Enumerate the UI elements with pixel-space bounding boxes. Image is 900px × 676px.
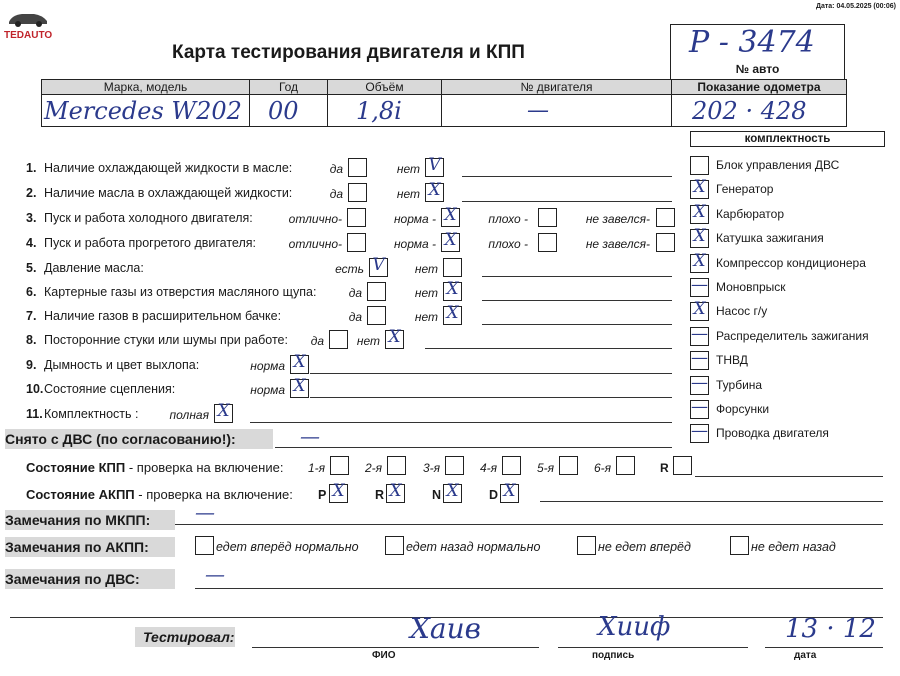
kpp-line xyxy=(695,476,883,477)
option-label: нет xyxy=(414,286,438,300)
question-number: 3. xyxy=(26,211,37,225)
checkmark: X xyxy=(446,481,459,501)
akpp-title-rest: - проверка на включение: xyxy=(134,487,293,502)
akpp-remark-label: едет назад нормально xyxy=(406,540,541,554)
question-number: 9. xyxy=(26,358,37,372)
kit-checkbox[interactable] xyxy=(690,421,709,443)
remarks-mkpp-value: — xyxy=(195,500,215,524)
akpp-remark-label: не едет вперёд xyxy=(598,540,691,554)
kpp-gear-label: 1-я xyxy=(308,461,326,475)
remarks-mkpp-label: Замечания по МКПП: xyxy=(5,510,175,530)
option-checkbox[interactable] xyxy=(347,233,366,252)
kit-checkbox[interactable] xyxy=(690,201,709,224)
option-checkbox[interactable] xyxy=(369,255,388,277)
option-label: нет xyxy=(414,262,438,276)
option-label: есть xyxy=(335,262,364,276)
kit-checkbox[interactable] xyxy=(690,323,709,346)
akpp-remark-checkbox[interactable] xyxy=(577,536,596,555)
akpp-gear-label: D xyxy=(489,488,499,502)
checkmark: X xyxy=(217,401,230,421)
checkmark: X xyxy=(293,352,306,372)
kit-checkbox[interactable] xyxy=(690,348,709,370)
answer-line xyxy=(482,276,672,277)
akpp-remark-label: едет вперёд нормально xyxy=(216,540,359,554)
option-label: норма xyxy=(250,383,285,397)
removed-label: Снято с ДВС (по согласованию!): xyxy=(5,429,273,449)
checkmark: X xyxy=(446,303,459,323)
year-value: 00 xyxy=(250,95,328,127)
akpp-gear-label: N xyxy=(432,488,442,502)
tester-signature: Хииф xyxy=(598,612,671,642)
option-checkbox[interactable] xyxy=(443,303,462,325)
fio-caption: ФИО xyxy=(372,650,396,661)
col-header-odometer: Показание одометра xyxy=(672,80,847,95)
remarks-dvs-value: — xyxy=(205,562,225,586)
checkmark: — xyxy=(691,372,708,393)
checkmark: X xyxy=(428,180,441,200)
akpp-remark-checkbox[interactable] xyxy=(385,536,404,555)
question-text: Пуск и работа холодного двигателя: xyxy=(44,211,253,225)
checkmark: X xyxy=(389,481,402,501)
question-number: 2. xyxy=(26,186,37,200)
odometer-value: 202 · 428 xyxy=(672,95,847,127)
checkmark: V xyxy=(428,155,441,175)
question-number: 5. xyxy=(26,261,37,275)
option-label: не завелся- xyxy=(585,237,650,251)
checkmark: X xyxy=(693,177,706,198)
kit-item-label: Генератор xyxy=(716,182,774,197)
akpp-remark-checkbox[interactable] xyxy=(195,536,214,555)
option-label: нет xyxy=(396,162,420,176)
volume-value: 1,8i xyxy=(328,95,442,127)
kpp-gear-label: R xyxy=(660,461,669,475)
kit-checkbox[interactable] xyxy=(690,177,709,199)
option-label: нет xyxy=(414,310,438,324)
kit-item-label: Проводка двигателя xyxy=(716,426,829,441)
remarks-dvs-label: Замечания по ДВС: xyxy=(5,569,175,589)
option-label: да xyxy=(329,187,343,201)
kit-checkbox[interactable] xyxy=(690,226,709,248)
option-label: да xyxy=(348,286,362,300)
checkmark: X xyxy=(388,327,401,347)
checkmark: X xyxy=(332,481,345,501)
akpp-line xyxy=(540,501,883,502)
tested-label: Тестировал: xyxy=(135,627,235,647)
option-checkbox[interactable] xyxy=(348,183,367,202)
option-checkbox[interactable] xyxy=(290,376,309,398)
answer-line xyxy=(462,201,672,202)
question-text: Посторонние стуки или шумы при работе: xyxy=(44,333,288,347)
kit-item-label: Компрессор кондиционера xyxy=(716,255,866,270)
col-header-engine-no: № двигателя xyxy=(442,80,672,95)
col-header-model: Марка, модель xyxy=(42,80,250,95)
kit-item-label: Блок управления ДВС xyxy=(716,158,840,172)
question-number: 7. xyxy=(26,309,37,323)
remarks-dvs-line xyxy=(195,588,883,589)
kpp-gear-label: 4-я xyxy=(480,461,498,475)
akpp-gear-label: R xyxy=(375,488,385,502)
kit-checkbox[interactable] xyxy=(690,372,709,395)
answer-line xyxy=(310,397,672,398)
col-header-year: Год xyxy=(250,80,328,95)
question-text: Дымность и цвет выхлопа: xyxy=(44,358,200,372)
sign-line xyxy=(558,647,748,648)
option-checkbox[interactable] xyxy=(441,230,460,252)
question-number: 8. xyxy=(26,333,37,347)
question-text: Давление масла: xyxy=(44,261,144,275)
kpp-gear-label: 5-я xyxy=(537,461,555,475)
option-label: отлично- xyxy=(288,237,342,251)
option-checkbox[interactable] xyxy=(290,352,309,374)
kpp-title-bold: Состояние КПП xyxy=(26,460,126,475)
option-checkbox[interactable] xyxy=(425,155,444,177)
kpp-gear-checkbox[interactable] xyxy=(387,456,406,475)
kpp-gear-checkbox[interactable] xyxy=(559,456,578,475)
page-title: Карта тестирования двигателя и КПП xyxy=(172,42,525,63)
kpp-gear-checkbox[interactable] xyxy=(673,456,692,475)
answer-line xyxy=(310,373,672,374)
kit-checkbox[interactable] xyxy=(690,250,709,273)
answer-line xyxy=(482,300,672,301)
kpp-title-rest: - проверка на включение: xyxy=(125,460,284,475)
car-logo-icon xyxy=(6,8,50,28)
option-label: плохо - xyxy=(488,212,528,226)
kpp-gear-checkbox[interactable] xyxy=(445,456,464,475)
checkmark: X xyxy=(293,376,306,396)
akpp-remark-label: не едет назад xyxy=(751,540,836,554)
akpp-gear-checkbox[interactable] xyxy=(500,481,519,503)
kpp-gear-label: 2-я xyxy=(365,461,383,475)
option-checkbox[interactable] xyxy=(443,258,462,277)
answer-line xyxy=(250,422,672,423)
option-checkbox[interactable] xyxy=(656,208,675,227)
checkmark: X xyxy=(444,205,457,225)
kit-title: комплектность xyxy=(690,131,885,147)
kit-item-label: Насос г/у xyxy=(716,304,768,319)
tester-name: Хаив xyxy=(410,612,481,645)
akpp-title-bold: Состояние АКПП xyxy=(26,487,135,502)
question-number: 4. xyxy=(26,236,37,250)
question-text: Наличие масла в охлаждающей жидкости: xyxy=(44,186,293,200)
test-date: 13 · 12 xyxy=(785,614,876,644)
question-number: 1. xyxy=(26,161,37,175)
model-value: Mercedes W202 xyxy=(42,95,250,127)
option-checkbox[interactable] xyxy=(425,180,444,202)
engine-no-value: — xyxy=(442,95,672,127)
name-line xyxy=(252,647,539,648)
akpp-gear-label: P xyxy=(318,488,327,502)
checkmark: X xyxy=(693,299,706,320)
checkmark: X xyxy=(444,230,457,250)
checkmark: — xyxy=(691,275,708,295)
kpp-gear-label: 6-я xyxy=(594,461,612,475)
kit-item-label: Катушка зажигания xyxy=(716,231,824,246)
option-checkbox[interactable] xyxy=(443,279,462,301)
checkmark: X xyxy=(693,201,706,222)
option-label: норма - xyxy=(393,237,436,251)
option-checkbox[interactable] xyxy=(441,205,460,227)
checkmark: V xyxy=(372,255,385,275)
date-caption: дата xyxy=(794,650,817,661)
kit-item-label: ТНВД xyxy=(716,353,748,368)
question-text: Пуск и работа прогретого двигателя: xyxy=(44,236,256,250)
kit-item-label: Моновпрыск xyxy=(716,280,786,294)
option-checkbox[interactable] xyxy=(347,208,366,227)
option-checkbox[interactable] xyxy=(367,282,386,301)
checkmark: — xyxy=(691,397,708,417)
option-label: да xyxy=(310,334,324,348)
remarks-mkpp-line xyxy=(175,524,883,525)
checkmark: X xyxy=(446,279,459,299)
answer-line xyxy=(425,348,672,349)
option-checkbox[interactable] xyxy=(348,158,367,177)
answer-line xyxy=(462,176,672,177)
question-number: 6. xyxy=(26,285,37,299)
kpp-title xyxy=(26,460,283,475)
option-checkbox[interactable] xyxy=(367,306,386,325)
checkmark: — xyxy=(691,348,708,369)
remarks-akpp-label: Замечания по АКПП: xyxy=(5,537,175,557)
akpp-remark-checkbox[interactable] xyxy=(730,536,749,555)
date-line xyxy=(765,647,883,648)
akpp-title xyxy=(26,487,293,502)
option-label: нет xyxy=(356,334,380,348)
auto-number-box xyxy=(670,24,845,80)
checkmark: X xyxy=(693,226,706,247)
question-text: Комплектность : xyxy=(44,407,139,421)
option-checkbox[interactable] xyxy=(329,330,348,349)
checkmark: X xyxy=(503,481,516,501)
question-text: Наличие охлаждающей жидкости в масле: xyxy=(44,161,293,175)
option-label: нет xyxy=(396,187,420,201)
question-number: 10. xyxy=(26,382,44,396)
question-text: Состояние сцепления: xyxy=(44,382,176,396)
option-label: плохо - xyxy=(488,237,528,251)
checkmark: — xyxy=(691,421,708,442)
kit-checkbox[interactable] xyxy=(690,156,709,175)
sign-caption: подпись xyxy=(592,650,635,661)
kit-checkbox[interactable] xyxy=(690,397,709,419)
kit-item-label: Карбюратор xyxy=(716,206,785,221)
akpp-gear-checkbox[interactable] xyxy=(443,481,462,503)
auto-number-label: № авто xyxy=(735,62,780,76)
answer-line xyxy=(482,324,672,325)
option-checkbox[interactable] xyxy=(214,401,233,423)
logo xyxy=(6,8,50,32)
option-label: норма - xyxy=(393,212,436,226)
question-number: 11. xyxy=(26,407,43,421)
akpp-gear-checkbox[interactable] xyxy=(386,481,405,503)
option-checkbox[interactable] xyxy=(656,233,675,252)
removed-value: — xyxy=(300,424,320,448)
kit-item-label: Турбина xyxy=(716,377,763,392)
option-label: отлично- xyxy=(288,212,342,226)
option-label: полная xyxy=(169,408,209,422)
checkmark: X xyxy=(693,250,706,271)
kit-item-label: Распределитель зажигания xyxy=(716,328,869,343)
option-checkbox[interactable] xyxy=(385,327,404,349)
kit-checkbox[interactable] xyxy=(690,275,709,297)
kpp-gear-checkbox[interactable] xyxy=(616,456,635,475)
kpp-gear-label: 3-я xyxy=(423,461,441,475)
akpp-gear-checkbox[interactable] xyxy=(329,481,348,503)
auto-number-value: P - 3474 xyxy=(689,25,815,60)
question-text: Картерные газы из отверстия масляного щупа: xyxy=(44,285,317,299)
option-checkbox[interactable] xyxy=(538,208,557,227)
option-label: да xyxy=(329,162,343,176)
removed-line xyxy=(275,447,672,448)
kit-item-label: Форсунки xyxy=(716,402,770,416)
checkmark: — xyxy=(691,323,708,344)
print-date: Дата: 04.05.2025 (00:06) xyxy=(815,3,896,10)
option-checkbox[interactable] xyxy=(538,233,557,252)
option-label: да xyxy=(348,310,362,324)
col-header-volume: Объём xyxy=(328,80,442,95)
logo-text: TEDAUTO xyxy=(4,30,53,41)
option-label: не завелся- xyxy=(585,212,650,226)
option-label: норма xyxy=(250,359,285,373)
vehicle-table xyxy=(41,79,847,127)
kpp-gear-checkbox[interactable] xyxy=(330,456,349,475)
kpp-gear-checkbox[interactable] xyxy=(502,456,521,475)
question-text: Наличие газов в расширительном бачке: xyxy=(44,309,282,323)
kit-checkbox[interactable] xyxy=(690,299,709,321)
